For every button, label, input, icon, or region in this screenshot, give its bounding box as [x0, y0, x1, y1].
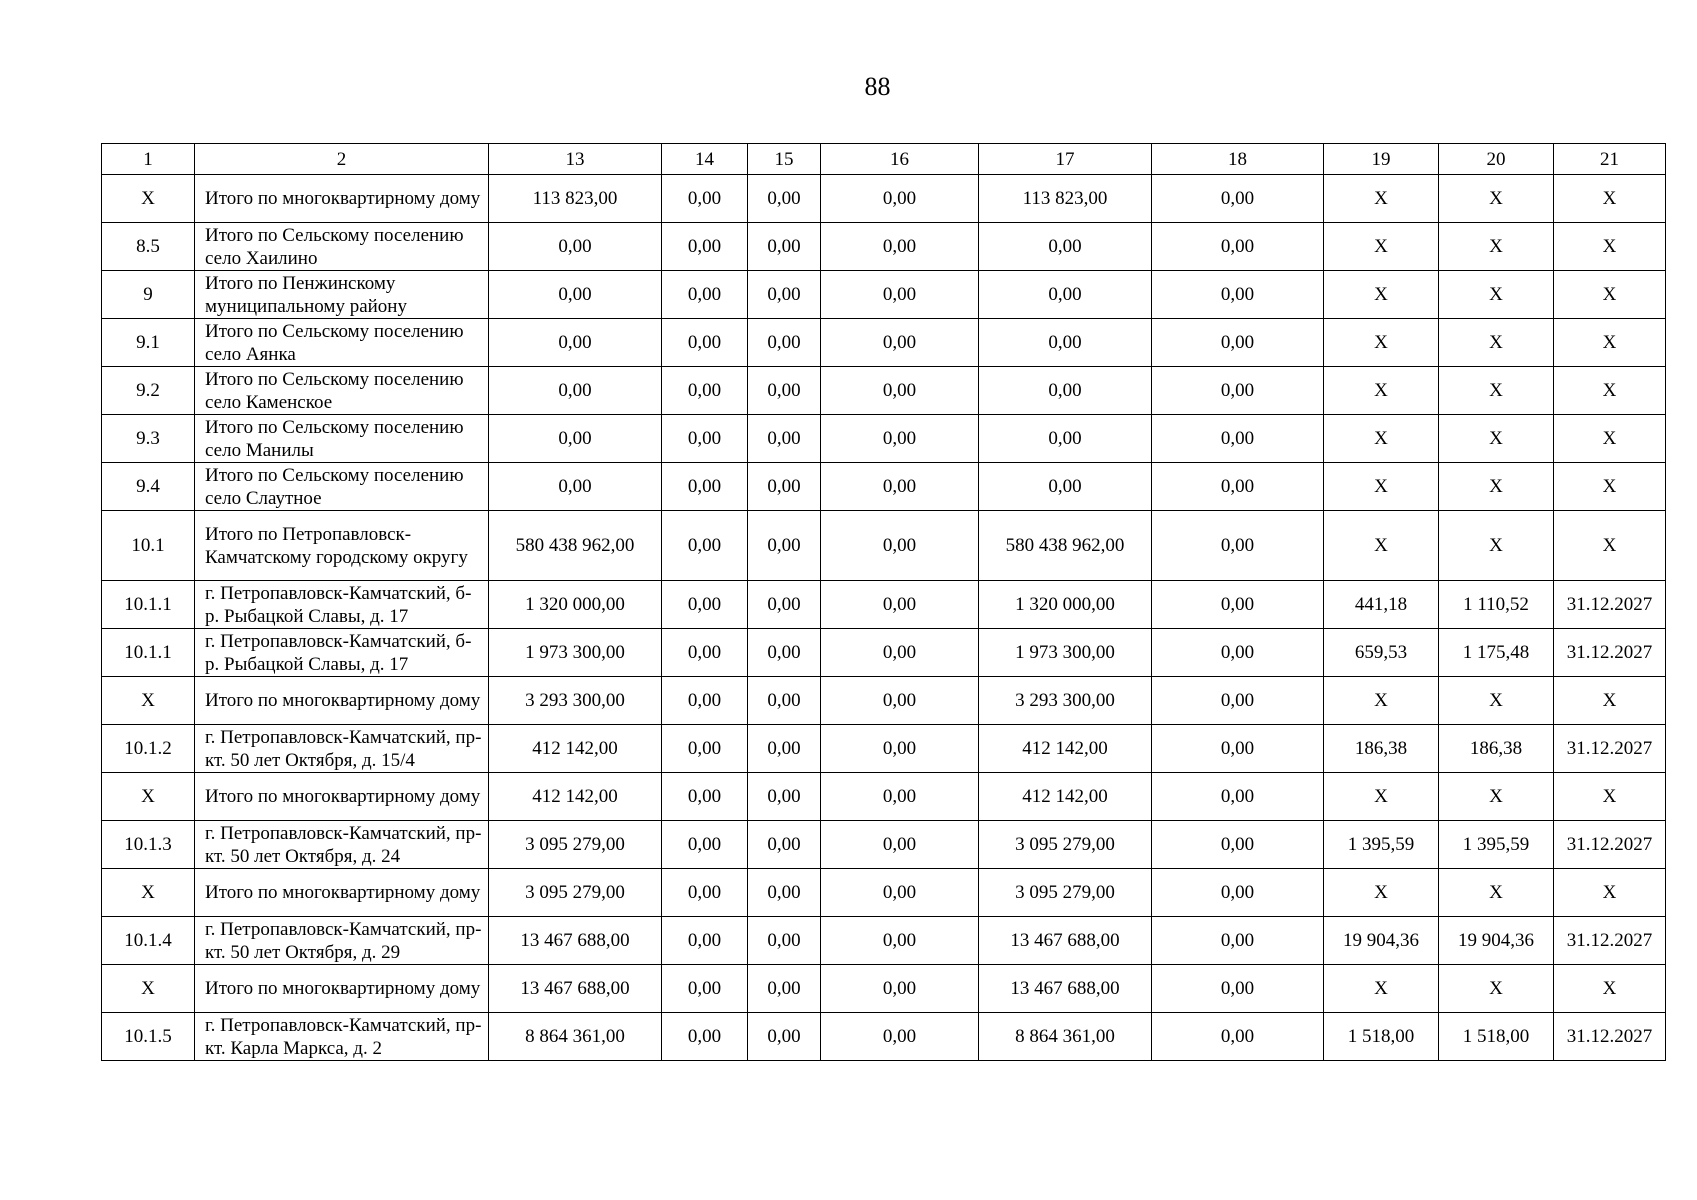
col-19-cell: X: [1324, 223, 1439, 271]
col-21-cell: X: [1554, 271, 1666, 319]
col-15-cell: 0,00: [748, 581, 821, 629]
col-21-cell: 31.12.2027: [1554, 581, 1666, 629]
col-18-cell: 0,00: [1152, 319, 1324, 367]
col-20-cell: X: [1439, 175, 1554, 223]
col-14-cell: 0,00: [662, 677, 748, 725]
table-row: [102, 725, 1666, 773]
col-20-cell: 19 904,36: [1439, 917, 1554, 965]
col-19-cell: X: [1324, 463, 1439, 511]
row-number-cell: 10.1.1: [102, 629, 195, 677]
col-19-cell: 1 518,00: [1324, 1013, 1439, 1061]
row-number-cell: X: [102, 677, 195, 725]
col-14-cell: 0,00: [662, 773, 748, 821]
name-cell: г. Петропавловск-Камчатский, пр-кт. 50 лет Октября, д. 24: [195, 821, 489, 869]
col-13-cell: 0,00: [489, 271, 662, 319]
col-14-cell: 0,00: [662, 415, 748, 463]
col-20-cell: X: [1439, 869, 1554, 917]
col-20-cell: X: [1439, 223, 1554, 271]
col-19-cell: 659,53: [1324, 629, 1439, 677]
col-14-cell: 0,00: [662, 271, 748, 319]
col-17-cell: 412 142,00: [979, 773, 1152, 821]
col-17-cell: 0,00: [979, 271, 1152, 319]
col-16-cell: 0,00: [821, 773, 979, 821]
name-cell: Итого по многоквартирному дому: [195, 965, 489, 1013]
col-18-cell: 0,00: [1152, 415, 1324, 463]
col-18-cell: 0,00: [1152, 175, 1324, 223]
row-number-cell: 10.1.5: [102, 1013, 195, 1061]
col-15-cell: 0,00: [748, 773, 821, 821]
header-row: [102, 144, 1666, 175]
row-number-cell: 9.3: [102, 415, 195, 463]
data-table: [101, 143, 1666, 1061]
col-13-cell: 13 467 688,00: [489, 965, 662, 1013]
col-19-cell: X: [1324, 677, 1439, 725]
col-19-cell: X: [1324, 869, 1439, 917]
col-13-cell: 0,00: [489, 319, 662, 367]
col-13-cell: 3 293 300,00: [489, 677, 662, 725]
table-row: [102, 629, 1666, 677]
col-18-cell: 0,00: [1152, 821, 1324, 869]
col-17-cell: 3 095 279,00: [979, 869, 1152, 917]
col-16-cell: 0,00: [821, 821, 979, 869]
col-18-cell: 0,00: [1152, 965, 1324, 1013]
col-19-cell: X: [1324, 271, 1439, 319]
col-20-cell: X: [1439, 965, 1554, 1013]
col-20-cell: 1 518,00: [1439, 1013, 1554, 1061]
col-14-cell: 0,00: [662, 581, 748, 629]
col-13-cell: 3 095 279,00: [489, 821, 662, 869]
col-21-cell: X: [1554, 415, 1666, 463]
table-row: [102, 511, 1666, 581]
col-17-cell: 580 438 962,00: [979, 511, 1152, 581]
col-14-cell: 0,00: [662, 1013, 748, 1061]
col-16-cell: 0,00: [821, 869, 979, 917]
name-cell: г. Петропавловск-Камчатский, б-р. Рыбацкой Славы, д. 17: [195, 629, 489, 677]
col-21-cell: X: [1554, 367, 1666, 415]
col-17-cell: 1 973 300,00: [979, 629, 1152, 677]
col-16-cell: 0,00: [821, 415, 979, 463]
col-16-cell: 0,00: [821, 319, 979, 367]
col-15-cell: 0,00: [748, 1013, 821, 1061]
row-number-cell: 9.4: [102, 463, 195, 511]
row-number-cell: X: [102, 869, 195, 917]
table-row: [102, 463, 1666, 511]
row-number-cell: 10.1.4: [102, 917, 195, 965]
column-header: 16: [821, 144, 979, 175]
col-14-cell: 0,00: [662, 463, 748, 511]
col-18-cell: 0,00: [1152, 917, 1324, 965]
table-row: [102, 677, 1666, 725]
col-17-cell: 1 320 000,00: [979, 581, 1152, 629]
col-13-cell: 8 864 361,00: [489, 1013, 662, 1061]
col-13-cell: 0,00: [489, 415, 662, 463]
col-18-cell: 0,00: [1152, 725, 1324, 773]
name-cell: Итого по Сельскому поселению село Хаилино: [195, 223, 489, 271]
col-13-cell: 113 823,00: [489, 175, 662, 223]
column-header: 17: [979, 144, 1152, 175]
col-14-cell: 0,00: [662, 175, 748, 223]
col-21-cell: X: [1554, 463, 1666, 511]
col-13-cell: 3 095 279,00: [489, 869, 662, 917]
col-21-cell: 31.12.2027: [1554, 1013, 1666, 1061]
col-13-cell: 1 973 300,00: [489, 629, 662, 677]
col-15-cell: 0,00: [748, 629, 821, 677]
column-header: 19: [1324, 144, 1439, 175]
col-16-cell: 0,00: [821, 463, 979, 511]
col-15-cell: 0,00: [748, 175, 821, 223]
col-21-cell: X: [1554, 773, 1666, 821]
table-body: [102, 144, 1666, 1061]
col-15-cell: 0,00: [748, 725, 821, 773]
col-21-cell: X: [1554, 965, 1666, 1013]
col-14-cell: 0,00: [662, 511, 748, 581]
col-14-cell: 0,00: [662, 629, 748, 677]
col-13-cell: 0,00: [489, 463, 662, 511]
col-15-cell: 0,00: [748, 869, 821, 917]
col-19-cell: 186,38: [1324, 725, 1439, 773]
col-18-cell: 0,00: [1152, 271, 1324, 319]
col-13-cell: 0,00: [489, 367, 662, 415]
name-cell: Итого по многоквартирному дому: [195, 869, 489, 917]
row-number-cell: X: [102, 965, 195, 1013]
column-header: 21: [1554, 144, 1666, 175]
column-header: 2: [195, 144, 489, 175]
row-number-cell: 9.1: [102, 319, 195, 367]
col-20-cell: X: [1439, 463, 1554, 511]
table-row: [102, 821, 1666, 869]
col-18-cell: 0,00: [1152, 677, 1324, 725]
column-header: 13: [489, 144, 662, 175]
row-number-cell: X: [102, 773, 195, 821]
name-cell: Итого по Сельскому поселению село Манилы: [195, 415, 489, 463]
col-18-cell: 0,00: [1152, 629, 1324, 677]
col-14-cell: 0,00: [662, 965, 748, 1013]
col-16-cell: 0,00: [821, 725, 979, 773]
column-header: 15: [748, 144, 821, 175]
column-header: 14: [662, 144, 748, 175]
row-number-cell: 8.5: [102, 223, 195, 271]
name-cell: Итого по Сельскому поселению село Каменское: [195, 367, 489, 415]
col-21-cell: 31.12.2027: [1554, 725, 1666, 773]
table-row: [102, 869, 1666, 917]
col-20-cell: X: [1439, 415, 1554, 463]
col-18-cell: 0,00: [1152, 1013, 1324, 1061]
col-13-cell: 0,00: [489, 223, 662, 271]
col-13-cell: 13 467 688,00: [489, 917, 662, 965]
name-cell: г. Петропавловск-Камчатский, б-р. Рыбацкой Славы, д. 17: [195, 581, 489, 629]
col-17-cell: 3 293 300,00: [979, 677, 1152, 725]
table-row: [102, 271, 1666, 319]
table-row: [102, 415, 1666, 463]
page-number: 88: [864, 72, 891, 101]
column-header: 20: [1439, 144, 1554, 175]
col-15-cell: 0,00: [748, 965, 821, 1013]
name-cell: г. Петропавловск-Камчатский, пр-кт. Карла Маркса, д. 2: [195, 1013, 489, 1061]
col-18-cell: 0,00: [1152, 367, 1324, 415]
column-header: 18: [1152, 144, 1324, 175]
name-cell: Итого по многоквартирному дому: [195, 175, 489, 223]
row-number-cell: X: [102, 175, 195, 223]
name-cell: Итого по многоквартирному дому: [195, 677, 489, 725]
col-21-cell: X: [1554, 175, 1666, 223]
col-16-cell: 0,00: [821, 965, 979, 1013]
col-14-cell: 0,00: [662, 869, 748, 917]
col-16-cell: 0,00: [821, 629, 979, 677]
table-row: [102, 581, 1666, 629]
name-cell: г. Петропавловск-Камчатский, пр-кт. 50 лет Октября, д. 29: [195, 917, 489, 965]
col-19-cell: 19 904,36: [1324, 917, 1439, 965]
col-20-cell: X: [1439, 773, 1554, 821]
row-number-cell: 10.1.1: [102, 581, 195, 629]
col-21-cell: X: [1554, 319, 1666, 367]
col-17-cell: 0,00: [979, 223, 1152, 271]
name-cell: Итого по многоквартирному дому: [195, 773, 489, 821]
col-16-cell: 0,00: [821, 175, 979, 223]
table-row: [102, 1013, 1666, 1061]
col-14-cell: 0,00: [662, 917, 748, 965]
row-number-cell: 10.1: [102, 511, 195, 581]
col-14-cell: 0,00: [662, 821, 748, 869]
col-17-cell: 3 095 279,00: [979, 821, 1152, 869]
table-row: [102, 175, 1666, 223]
col-21-cell: X: [1554, 511, 1666, 581]
row-number-cell: 9.2: [102, 367, 195, 415]
name-cell: Итого по Пенжинскому муниципальному району: [195, 271, 489, 319]
col-20-cell: X: [1439, 677, 1554, 725]
col-17-cell: 13 467 688,00: [979, 917, 1152, 965]
col-16-cell: 0,00: [821, 367, 979, 415]
row-number-cell: 9: [102, 271, 195, 319]
col-20-cell: X: [1439, 271, 1554, 319]
col-16-cell: 0,00: [821, 1013, 979, 1061]
column-header: 1: [102, 144, 195, 175]
col-15-cell: 0,00: [748, 917, 821, 965]
col-20-cell: X: [1439, 367, 1554, 415]
col-19-cell: X: [1324, 367, 1439, 415]
col-13-cell: 412 142,00: [489, 725, 662, 773]
col-17-cell: 0,00: [979, 367, 1152, 415]
col-17-cell: 113 823,00: [979, 175, 1152, 223]
col-20-cell: X: [1439, 319, 1554, 367]
col-21-cell: X: [1554, 869, 1666, 917]
name-cell: Итого по Петропавловск-Камчатскому городскому округу: [195, 511, 489, 581]
col-16-cell: 0,00: [821, 677, 979, 725]
row-number-cell: 10.1.3: [102, 821, 195, 869]
col-13-cell: 580 438 962,00: [489, 511, 662, 581]
table-row: [102, 965, 1666, 1013]
col-20-cell: X: [1439, 511, 1554, 581]
col-15-cell: 0,00: [748, 415, 821, 463]
col-20-cell: 1 175,48: [1439, 629, 1554, 677]
table-row: [102, 367, 1666, 415]
col-19-cell: 1 395,59: [1324, 821, 1439, 869]
col-16-cell: 0,00: [821, 271, 979, 319]
col-20-cell: 186,38: [1439, 725, 1554, 773]
col-19-cell: X: [1324, 965, 1439, 1013]
name-cell: Итого по Сельскому поселению село Слаутное: [195, 463, 489, 511]
col-15-cell: 0,00: [748, 463, 821, 511]
col-16-cell: 0,00: [821, 223, 979, 271]
col-19-cell: X: [1324, 319, 1439, 367]
col-17-cell: 0,00: [979, 415, 1152, 463]
col-14-cell: 0,00: [662, 725, 748, 773]
col-15-cell: 0,00: [748, 821, 821, 869]
row-number-cell: 10.1.2: [102, 725, 195, 773]
col-17-cell: 412 142,00: [979, 725, 1152, 773]
col-15-cell: 0,00: [748, 223, 821, 271]
col-20-cell: 1 395,59: [1439, 821, 1554, 869]
col-16-cell: 0,00: [821, 511, 979, 581]
name-cell: Итого по Сельскому поселению село Аянка: [195, 319, 489, 367]
col-19-cell: X: [1324, 415, 1439, 463]
col-15-cell: 0,00: [748, 319, 821, 367]
col-17-cell: 13 467 688,00: [979, 965, 1152, 1013]
name-cell: г. Петропавловск-Камчатский, пр-кт. 50 лет Октября, д. 15/4: [195, 725, 489, 773]
table-row: [102, 223, 1666, 271]
col-16-cell: 0,00: [821, 581, 979, 629]
table-row: [102, 773, 1666, 821]
col-19-cell: X: [1324, 773, 1439, 821]
col-18-cell: 0,00: [1152, 581, 1324, 629]
col-21-cell: 31.12.2027: [1554, 629, 1666, 677]
col-13-cell: 1 320 000,00: [489, 581, 662, 629]
col-15-cell: 0,00: [748, 511, 821, 581]
col-17-cell: 0,00: [979, 463, 1152, 511]
col-15-cell: 0,00: [748, 367, 821, 415]
col-18-cell: 0,00: [1152, 869, 1324, 917]
col-18-cell: 0,00: [1152, 223, 1324, 271]
col-14-cell: 0,00: [662, 223, 748, 271]
col-18-cell: 0,00: [1152, 463, 1324, 511]
col-15-cell: 0,00: [748, 677, 821, 725]
col-21-cell: 31.12.2027: [1554, 917, 1666, 965]
col-21-cell: X: [1554, 223, 1666, 271]
col-14-cell: 0,00: [662, 367, 748, 415]
col-17-cell: 0,00: [979, 319, 1152, 367]
col-15-cell: 0,00: [748, 271, 821, 319]
col-19-cell: X: [1324, 175, 1439, 223]
col-14-cell: 0,00: [662, 319, 748, 367]
table-row: [102, 917, 1666, 965]
col-18-cell: 0,00: [1152, 773, 1324, 821]
col-19-cell: 441,18: [1324, 581, 1439, 629]
col-19-cell: X: [1324, 511, 1439, 581]
col-21-cell: X: [1554, 677, 1666, 725]
table-row: [102, 319, 1666, 367]
col-20-cell: 1 110,52: [1439, 581, 1554, 629]
col-13-cell: 412 142,00: [489, 773, 662, 821]
col-16-cell: 0,00: [821, 917, 979, 965]
col-18-cell: 0,00: [1152, 511, 1324, 581]
col-17-cell: 8 864 361,00: [979, 1013, 1152, 1061]
col-21-cell: 31.12.2027: [1554, 821, 1666, 869]
